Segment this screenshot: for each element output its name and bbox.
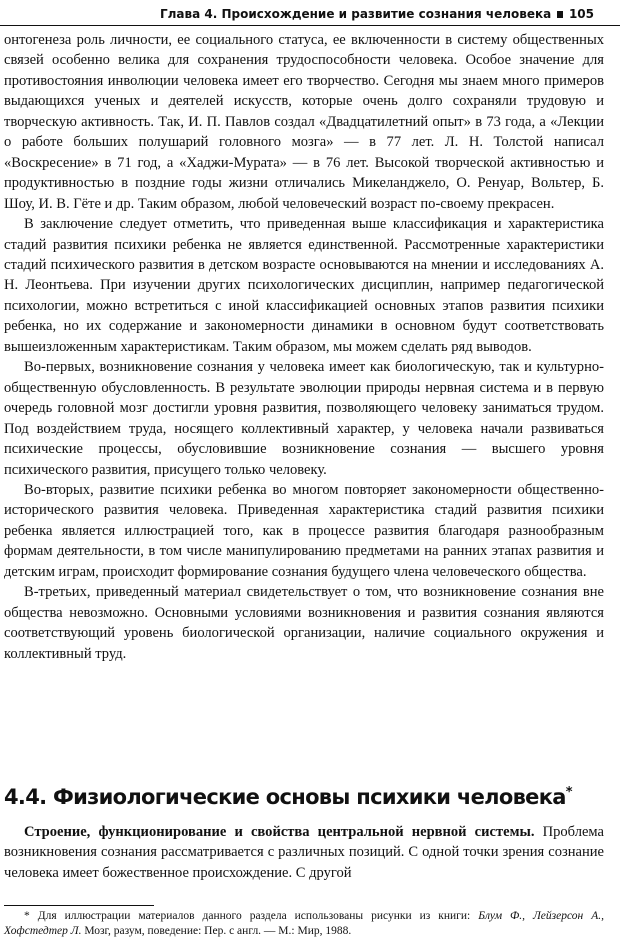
body-text (4, 30, 604, 664)
footnote-intro: Для иллюстрации материалов данного раздела использованы рисунки из книги: (37, 910, 471, 922)
footnote-reference: Мозг, разум, поведение: Пер. с англ. — М.: Мир, 1988. (84, 925, 352, 937)
section-heading (4, 783, 610, 811)
page-number: 105 (568, 7, 594, 21)
section-heading-text: 4.4. Физиологические основы психики человека (4, 785, 566, 809)
footnote-rule (4, 905, 154, 906)
footnote (4, 909, 604, 939)
running-header (160, 3, 594, 25)
footnote-authors: Блум Ф., Лейзерсон А., Хофстедтер Л. (4, 910, 605, 937)
paragraph: В-третьих, приведенный материал свидетельствует о том, что возникновение сознания вне общества невозможно. Основными условиями возникновения и развития сознания являются соответствующий уровень биологической организации, наличие социального окружения и коллективный труд. (4, 584, 604, 662)
paragraph: онтогенеза роль личности, ее социального статуса, ее включенности в систему общественных связей особенно велика для сохранения трудоспособности человека. Особое значение для противостояния инволюции человека имеет его творчество. Сегодня мы знаем много примеров выдающихся ученых и деятелей искусств, которые очень долго сохраняли трудовую и творческую активность. Так, И. П. Павлов создал «Двадцатилетний опыт» в 73 года, а «Лекции о работе больших полушарий головного мозга» — в 77 лет. Л. Н. Толстой написал «Воскресение» в 71 год, а «Хаджи-Мурата» — в 76 лет. Высокой творческой активностью и продуктивностью в поздние годы жизни отличались Микеланджело, О. Ренуар, Вольтер, Б. Шоу, И. В. Гёте и др. Таким образом, любой человеческий возраст по-своему прекрасен. (4, 32, 604, 212)
paragraph: Во-первых, возникновение сознания у человека имеет как биологическую, так и культурно-общественную обусловленность. В результате эволюции природы нервная система и в первую очередь головной мозг достигли уровня развития, позволяющего человеку заниматься трудом. Под воздействием труда, носящего коллективный характер, у человека начали развиваться психические процессы, обусловившие возникновение сознания — высшего уровня психического развития, присущего только человеку. (4, 359, 604, 478)
footnote-marker-text: * (24, 910, 30, 922)
section-paragraph-text: Проблема возникновения сознания рассматривается с различных позиций. С одной точки зрения сознание человека имеет божественное происхождение. С другой (4, 824, 604, 881)
header-separator-square (557, 11, 563, 18)
section-body (4, 822, 604, 883)
chapter-title: Глава 4. Происхождение и развитие сознания человека (160, 7, 552, 21)
footnote-marker[interactable]: * (565, 785, 572, 800)
section-paragraph (4, 822, 604, 883)
run-in-title: Строение, функционирование и свойства центральной нервной системы. (24, 824, 535, 840)
paragraph: Во-вторых, развитие психики ребенка во многом повторяет закономерности общественно-исторического развития человека. Приведенная характеристика стадий развития психики ребенка является иллюстрацией того, как в процессе развития благодаря разнообразным формам деятельности, в том числе манипулированию предметами на ранних этапах развития и детским играм, происходит формирование сознания будущего члена человеческого общества. (4, 481, 604, 580)
paragraph: В заключение следует отметить, что приведенная выше классификация и характеристика стадий развития психики ребенка не является единственной. Рассмотренные характеристики стадий психического развития в детском возрасте основываются на мнении и исследованиях А. Н. Леонтьева. При изучении других психологических дисциплин, например педагогической психологии, можно встретиться с иной классификацией основных этапов развития психики ребенка, но их содержание и закономерности динамики в основном будут соответствовать вышеизложенным характеристикам. Таким образом, мы можем сделать ряд выводов. (4, 216, 604, 355)
header-rule (0, 25, 620, 26)
